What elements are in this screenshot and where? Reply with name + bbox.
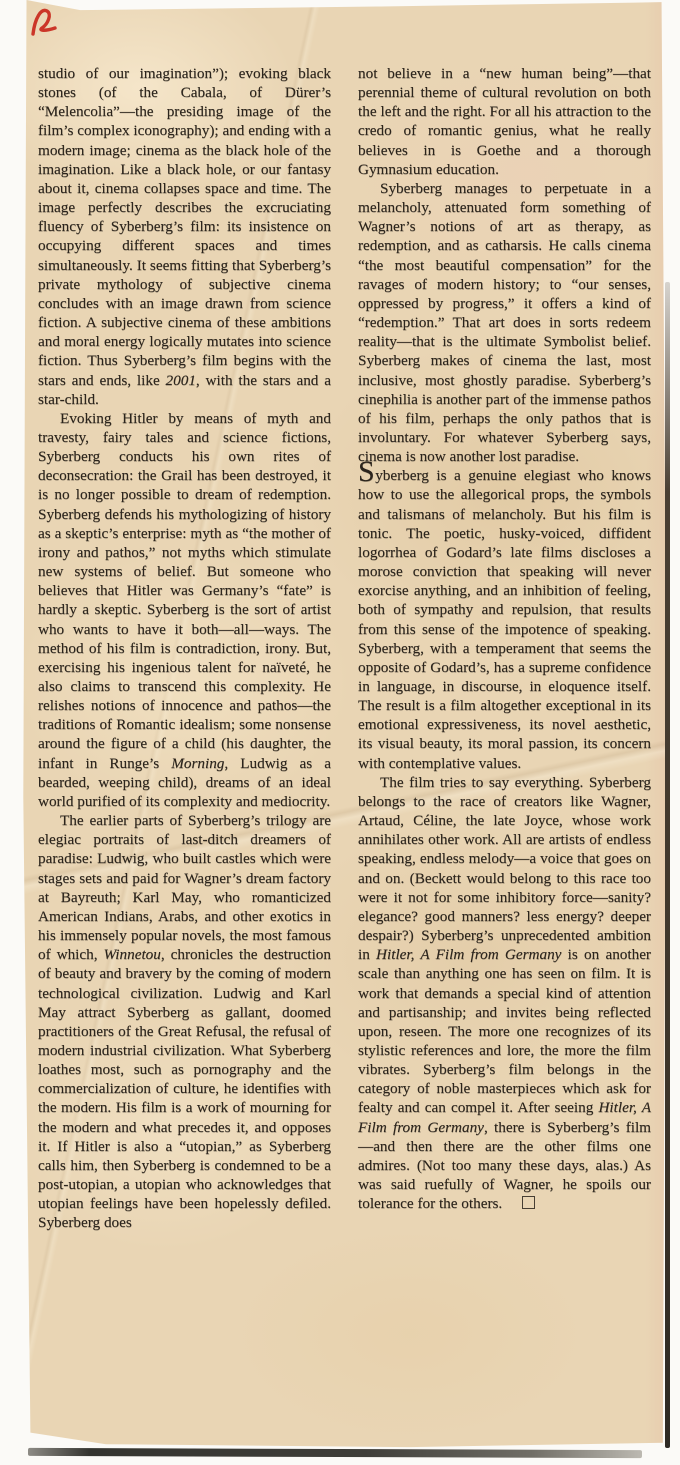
text-column-left bbox=[38, 64, 331, 1233]
text-column-right bbox=[358, 64, 651, 1233]
italic-text-run: 2001 bbox=[165, 371, 196, 389]
text-run: , with the stars and a star-child. bbox=[38, 371, 331, 408]
paragraph bbox=[358, 773, 651, 1214]
italic-text-run: Morning bbox=[171, 754, 225, 772]
text-run: Syberberg manages to perpetuate in a melancholy, attenuated form something of Wagner’s notions of art as therapy, as redemption, and as catharsis. He calls cinema “the most beautiful compensation” for the ravages of modern history; to “our senses, oppressed by progress,” it offers a kind of “redemption.” That art does in sorts redeem reality—that is the ultimate Symbolist belief. Syberberg makes of cinema the last, most inclusive, most ghostly paradise. Syberberg’s cinephilia is another part of the immense pathos of his film, perhaps the only pathos that is involuntary. For whatever Syberberg says, cinema is now another lost paradise. bbox=[358, 179, 651, 466]
paragraph bbox=[358, 179, 651, 466]
text-run: The earlier parts of Syberberg’s trilogy are elegiac portraits of last-ditch dreamers of paradise: Ludwig, who built castles which were stages sets and paid for Wagner’s dream factory at Bayreuth; Karl May, who romanticized American Indians, Arabs, and other exotics in his immensely popular novels, the most famous of which, bbox=[38, 812, 331, 964]
text-run: , chronicles the destruction of beauty and bravery by the coming of modern technological civilization. Ludwig and Karl May attract Syberberg as gallant, doomed practitioners of the Great Refusal, the refusal of modern industrial civilization. What Syberberg loathes most, such as pornography and the commercialization of culture, he identifies with the modern. His film is a work of mourning for the modern and what precedes it, and opposes it. If Hitler is also a “utopian,” as Syberberg calls him, then Syberberg is condemned to be a post-utopian, a utopian who acknowledges that utopian feelings have been hopelessly defiled. Syberberg does bbox=[38, 946, 331, 1232]
paragraph bbox=[38, 811, 331, 1232]
paper-right-edge-shadow bbox=[665, 282, 670, 1448]
text-run: studio of our imagination”); evoking black stones (of the Cabala, of Dürer’s “Melencolia”—the presiding image of the film’s complex iconography); and ending with a modern image; cinema as the black hole of the imagination. Like a black hole, or our fantasy about it, cinema collapses space and time. The image perfectly describes the excruciating fluency of Syberberg’s film: its insistence on occupying different spaces and times simultaneously. It seems fitting that Syberberg’s private mythology of subjective cinema concludes with an image drawn from science fiction. A subjective cinema of these ambitions and moral energy logically mutates into science fiction. Thus Syberberg’s film begins with the stars and ends, like bbox=[38, 65, 331, 389]
text-run: , Ludwig as a bearded, weeping child), dreams of an ideal world purified of its complexity and mediocrity. bbox=[38, 754, 331, 810]
article-body bbox=[38, 64, 652, 1233]
paragraph bbox=[38, 64, 331, 409]
italic-text-run: Hitler, A Film from Germany bbox=[358, 1099, 651, 1136]
paragraph bbox=[358, 455, 651, 773]
paper-bottom-shadow bbox=[28, 1448, 642, 1458]
text-run: is on another scale than anything one has seen on film. It is work that demands a special kind of attention and partisanship; and invites being reflected upon, reseen. The more one recognizes of its stylistic references and lore, the more the film vibrates. Syberberg’s film belongs in the category of noble masterpieces which ask for fealty and can compel it. After seeing bbox=[358, 946, 651, 1117]
text-run: , there is Syberberg’s film—and then there are the other films one admires. (Not too many these days, alas.) As was said ruefully of Wagner, he spoils our tolerance for the others. bbox=[358, 1118, 651, 1213]
text-run: yberberg is a genuine elegiast who knows how to use the allegorical props, the symbols and talismans of melancholy. But his film is tonic. The poetic, husky-voiced, diffident logorrhea of Godard’s late films discloses a morose conviction that speaking will never exorcise anything, and an inhibition of feeling, both of sympathy and repulsion, that results from this sense of the impotence of speaking. Syberberg, with a temperament that seems the opposite of Godard’s, has a supreme confidence in language, in discourse, in eloquence itself. The result is a film altogether exceptional in its emotional expressiveness, its novel aesthetic, its visual beauty, its moral passion, its concern with contemplative values. bbox=[358, 467, 651, 772]
end-of-article-box bbox=[522, 1196, 535, 1209]
raised-initial-cap: S bbox=[358, 455, 376, 489]
text-run: Evoking Hitler by means of myth and travesty, fairy tales and science fictions, Syberberg conducts his own rites of deconsecration: the Grail has been destroyed, it is no longer possible to dream of redemption. Syberberg defends his mythologizing of history as a skeptic’s enterprise: myth as “the mother of irony and pathos,” not myths which stimulate new systems of belief. But someone who believes that Hitler was Germany’s “fate” is hardly a skeptic. Syberberg is the sort of artist who wants to have it both—all—ways. The method of his film is contradiction, irony. But, exercising his ingenious talent for naïveté, he also claims to transcend this complexity. He relishes notions of innocence and pathos—the traditions of Romantic idealism; some nonsense around the figure of a child (his daughter, the infant in Runge’s bbox=[38, 409, 331, 772]
paragraph bbox=[358, 64, 651, 179]
text-run: not believe in a “new human being”—that perennial theme of cultural revolution on both the left and the right. For all his attraction to the credo of romantic genius, what he really believes in is Goethe and a thorough Gymnasium education. bbox=[358, 65, 651, 178]
red-pen-mark bbox=[28, 4, 62, 42]
italic-text-run: Hitler, A Film from Germany bbox=[376, 946, 562, 964]
italic-text-run: Winnetou bbox=[103, 946, 161, 964]
text-run: The film tries to say everything. Syberberg belongs to the race of creators like Wagner, Artaud, Céline, the late Joyce, whose work annihilates other work. All are artists of endless speaking, endless melody—a voice that goes on and on. (Beckett would belong to this race too were it not for some inhibitory force—sanity? elegance? good manners? less energy? deeper despair?) Syberberg’s unprecedented ambition in bbox=[358, 773, 651, 964]
paragraph bbox=[38, 409, 331, 811]
